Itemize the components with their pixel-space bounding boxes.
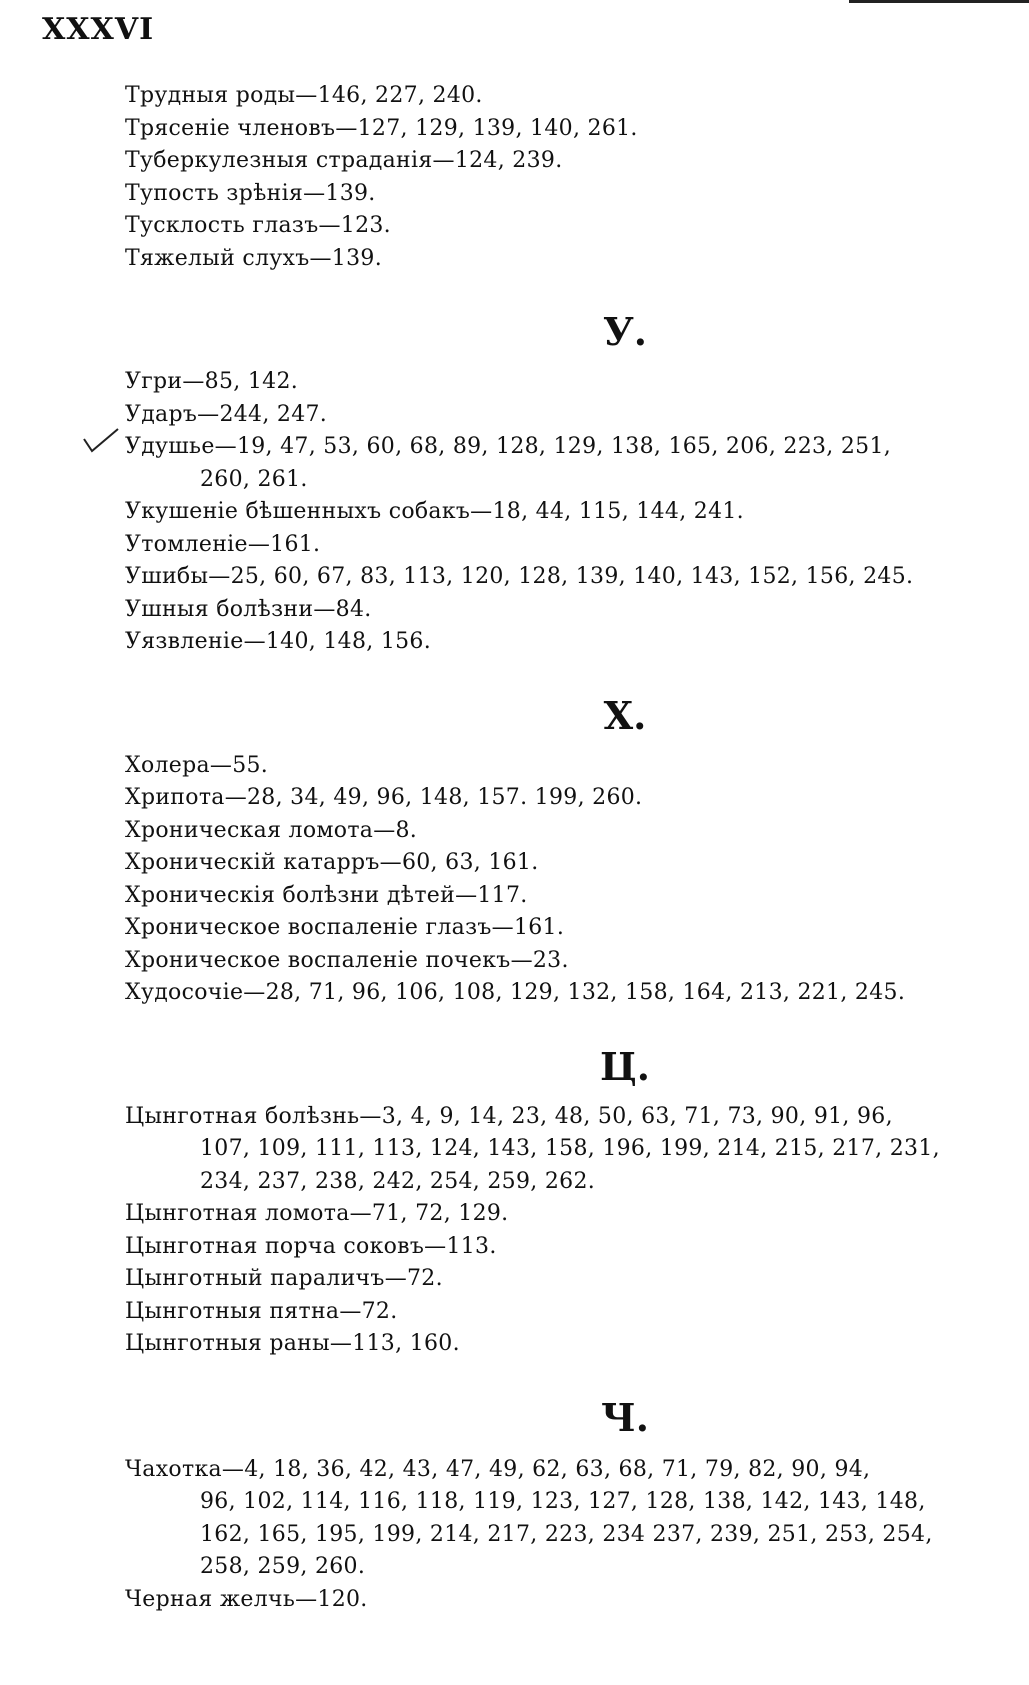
entry-line: Черная желчь—120. bbox=[125, 1586, 368, 1612]
entry-continuation-line: 107, 109, 111, 113, 124, 143, 158, 196, 199, 214, 215, 217, 231, bbox=[200, 1136, 940, 1161]
index-section bbox=[125, 309, 995, 659]
index-entry bbox=[125, 496, 995, 529]
entry-continuation-line: 162, 165, 195, 199, 214, 217, 223, 234 237, 239, 251, 253, 254, bbox=[200, 1521, 933, 1547]
entry-line: Холера—55. bbox=[125, 752, 269, 778]
entry-line: Цынготная ломота—71, 72, 129. bbox=[125, 1201, 509, 1226]
entry-line: Цынготныя раны—113, 160. bbox=[125, 1331, 460, 1356]
entry-line: Хроническая ломота—8. bbox=[125, 817, 418, 843]
index-entry bbox=[125, 945, 995, 978]
entry-line: Удушье—19, 47, 53, 60, 68, 89, 128, 129, 138, 165, 206, 223, 251, bbox=[125, 434, 892, 459]
index-entry bbox=[125, 243, 995, 276]
entry-line: Утомленіе—161. bbox=[125, 531, 321, 557]
section-letter-heading: Х. bbox=[603, 692, 647, 738]
page-number: XXXVI bbox=[42, 12, 155, 47]
index-entry bbox=[125, 80, 995, 113]
entry-line: Цынготная порча соковъ—113. bbox=[125, 1233, 497, 1259]
entry-line: Цынготный параличъ—72. bbox=[125, 1266, 443, 1291]
entry-line: Цынготныя пятна—72. bbox=[125, 1298, 398, 1324]
index-entry bbox=[125, 366, 995, 399]
entry-line: Тусклость глазъ—123. bbox=[125, 213, 391, 238]
index-entry bbox=[125, 977, 995, 1010]
index-entry bbox=[125, 178, 995, 211]
entry-line: Угри—85, 142. bbox=[125, 369, 299, 394]
entry-line: Хроническія болѣзни дѣтей—117. bbox=[125, 882, 528, 908]
entry-line: Ушибы—25, 60, 67, 83, 113, 120, 128, 139, 140, 143, 152, 156, 245. bbox=[125, 564, 914, 589]
index-section bbox=[125, 1395, 995, 1617]
index-entry bbox=[125, 1584, 995, 1617]
entry-line: Трудныя роды—146, 227, 240. bbox=[125, 83, 483, 108]
entry-line: Тяжелый слухъ—139. bbox=[125, 245, 382, 271]
index-entry bbox=[125, 113, 995, 146]
entry-continuation-line: 96, 102, 114, 116, 118, 119, 123, 127, 128, 138, 142, 143, 148, bbox=[200, 1489, 926, 1514]
entry-continuation-line: 260, 261. bbox=[200, 466, 308, 492]
entry-line: Цынготная болѣзнь—3, 4, 9, 14, 23, 48, 50, 63, 71, 73, 90, 91, 96, bbox=[125, 1103, 893, 1129]
index-entry bbox=[125, 626, 995, 659]
page-edge-mark bbox=[849, 0, 1029, 17]
entry-line: Тупость зрѣнія—139. bbox=[125, 180, 376, 206]
entry-line: Хрипота—28, 34, 49, 96, 148, 157. 199, 260. bbox=[125, 785, 643, 810]
index-entry bbox=[125, 847, 995, 880]
index-entry bbox=[125, 1454, 995, 1584]
index-entry bbox=[125, 782, 995, 815]
index-section bbox=[125, 80, 995, 275]
index-entry bbox=[125, 210, 995, 243]
section-letter-heading: Ч. bbox=[601, 1394, 649, 1440]
index-entry bbox=[125, 1231, 995, 1264]
index-section bbox=[125, 693, 995, 1010]
checkmark-annotation bbox=[82, 425, 122, 455]
section-letter-heading: У. bbox=[602, 309, 648, 354]
entry-line: Укушеніе бѣшенныхъ собакъ—18, 44, 115, 144, 241. bbox=[125, 499, 744, 524]
index-entry bbox=[125, 815, 995, 848]
index-entry bbox=[125, 529, 995, 562]
entry-continuation-line: 258, 259, 260. bbox=[200, 1554, 366, 1579]
index-entry bbox=[125, 145, 995, 178]
index-entry bbox=[125, 880, 995, 913]
index-section bbox=[125, 1044, 995, 1361]
index-entry bbox=[125, 1198, 995, 1231]
index-entry bbox=[125, 912, 995, 945]
index-entry bbox=[125, 1328, 995, 1361]
entry-line: Туберкулезныя страданія—124, 239. bbox=[125, 148, 563, 173]
entry-line: Ушныя болѣзни—84. bbox=[125, 596, 372, 622]
index-entry bbox=[125, 399, 995, 432]
index-entry bbox=[125, 561, 995, 594]
index-entry bbox=[125, 594, 995, 627]
entry-continuation-line: 234, 237, 238, 242, 254, 259, 262. bbox=[200, 1168, 596, 1194]
index-entry bbox=[125, 1101, 995, 1199]
entry-line: Худосочіе—28, 71, 96, 106, 108, 129, 132, 158, 164, 213, 221, 245. bbox=[125, 980, 906, 1005]
section-letter-heading: Ц. bbox=[600, 1043, 650, 1089]
entry-line: Хроническое воспаленіе глазъ—161. bbox=[125, 915, 565, 940]
index-entry bbox=[125, 750, 995, 783]
index-entry bbox=[125, 1263, 995, 1296]
entry-line: Трясеніе членовъ—127, 129, 139, 140, 261. bbox=[125, 115, 638, 141]
entry-line: Хроническій катарръ—60, 63, 161. bbox=[125, 850, 539, 875]
entry-line: Уязвленіе—140, 148, 156. bbox=[125, 629, 432, 654]
index-entry bbox=[125, 1296, 995, 1329]
index-entry bbox=[125, 431, 995, 496]
index-content bbox=[125, 80, 995, 1616]
entry-line: Хроническое воспаленіе почекъ—23. bbox=[125, 947, 569, 973]
entry-line: Чахотка—4, 18, 36, 42, 43, 47, 49, 62, 63, 68, 71, 79, 82, 90, 94, bbox=[125, 1456, 871, 1482]
entry-line: Ударъ—244, 247. bbox=[125, 401, 328, 427]
